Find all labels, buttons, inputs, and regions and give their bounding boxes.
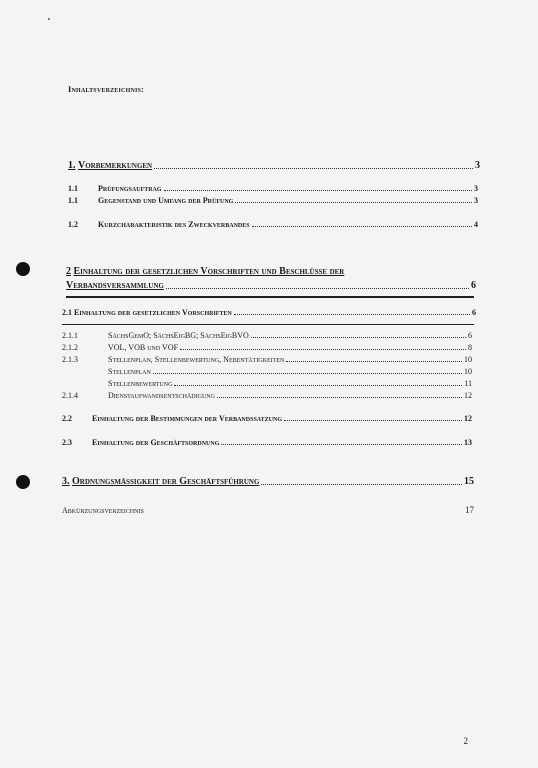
toc-title: Verbandsversammlung: [66, 280, 164, 291]
toc-entry-2-1-3a: [108, 367, 472, 376]
toc-page: 13: [464, 438, 472, 447]
toc-heading: Inhaltsverzeichnis:: [68, 84, 145, 94]
toc-page: 3: [474, 184, 478, 193]
toc-title: Einhaltung der Geschäftsordnung: [92, 438, 220, 447]
toc-leader: [164, 190, 472, 191]
toc-number: 2.1.2: [62, 343, 78, 352]
toc-leader: [221, 444, 462, 445]
toc-leader: [261, 484, 462, 485]
toc-number: 2.2: [62, 414, 72, 423]
toc-title: Abkürzungsverzeichnis: [62, 506, 144, 515]
toc-entry-1-2: [68, 220, 478, 229]
toc-entry-1-1b: [68, 196, 478, 205]
toc-leader: [174, 385, 462, 386]
toc-entry-1: [68, 160, 480, 171]
page-number: 2: [463, 736, 468, 746]
toc-entry-2-1-3: [62, 355, 472, 364]
toc-entry-2-1: [62, 308, 476, 317]
toc-leader: [252, 226, 472, 227]
toc-entry-2-line2: [66, 280, 476, 291]
toc-title: Stellenplan, Stellenbewertung, Nebentätigkeiten: [108, 355, 285, 364]
toc-number: 3.: [62, 476, 70, 487]
toc-title: Dienstaufwandsentschädigung: [108, 391, 215, 400]
toc-number: 1.1: [68, 184, 78, 193]
section-rule: [62, 324, 474, 325]
toc-entry-2-1-1: [62, 331, 472, 340]
toc-page: 4: [474, 220, 478, 229]
section-rule: [66, 296, 474, 298]
toc-title: Ordnungsmäßigkeit der Geschäftsführung: [72, 476, 260, 487]
toc-number: 2.1.4: [62, 391, 78, 400]
toc-leader: [251, 337, 466, 338]
toc-entry-3: [62, 476, 474, 487]
toc-page: 10: [464, 355, 472, 364]
toc-page: 6: [472, 308, 476, 317]
toc-number: 2.1.1: [62, 331, 78, 340]
toc-entry-2-line1: [66, 266, 468, 277]
toc-number: 1.: [68, 160, 76, 171]
toc-title: Einhaltung der Bestimmungen der Verbandssatzung: [92, 414, 282, 423]
toc-title: Einhaltung der gesetzlichen Vorschriften und Beschlüsse der: [73, 266, 345, 277]
toc-title: SächsGemO; SächsEigBG; SächsEigBVO: [108, 331, 249, 340]
punch-hole-mark: [16, 475, 30, 489]
toc-page: 6: [471, 280, 476, 291]
toc-page: 8: [468, 343, 472, 352]
toc-page: 15: [464, 476, 474, 487]
toc-leader: [154, 168, 473, 169]
toc-entry-1-1a: [68, 184, 478, 193]
toc-number: 1.1: [68, 196, 78, 205]
toc-page: 3: [474, 196, 478, 205]
toc-leader: [284, 420, 462, 421]
toc-page: 11: [464, 379, 472, 388]
toc-leader: [286, 361, 462, 362]
toc-title: Stellenplan: [108, 367, 151, 376]
toc-leader: [217, 397, 462, 398]
toc-page: 10: [464, 367, 472, 376]
toc-leader: [180, 349, 466, 350]
toc-entry-2-1-2: [62, 343, 472, 352]
toc-number: 2.1.3: [62, 355, 78, 364]
toc-leader: [166, 288, 469, 289]
toc-page: 12: [464, 391, 472, 400]
toc-entry-2-2: [62, 414, 472, 423]
toc-entry-2-1-4: [62, 391, 472, 400]
toc-title: Prüfungsauftrag: [98, 184, 162, 193]
toc-number: 2.1: [62, 308, 72, 317]
toc-page: 12: [464, 414, 472, 423]
toc-title: Kurzcharakteristik des Zweckverbandes: [98, 220, 250, 229]
toc-title: Stellenbewertung: [108, 379, 173, 388]
toc-leader: [153, 373, 462, 374]
toc-page: 17: [465, 505, 474, 515]
toc-title: VOL, VOB und VOF: [108, 343, 179, 352]
toc-entry-abbr: [62, 505, 474, 515]
toc-entry-2-1-3b: [108, 379, 472, 388]
toc-leader: [235, 202, 472, 203]
toc-title: Einhaltung der gesetzlichen Vorschriften: [74, 308, 232, 317]
toc-title: Gegenstand und Umfang der Prüfung: [98, 196, 234, 205]
toc-number: 2.3: [62, 438, 72, 447]
scan-speck: [48, 18, 50, 20]
toc-number: 1.2: [68, 220, 78, 229]
toc-entry-2-3: [62, 438, 472, 447]
toc-title: Vorbemerkungen: [78, 160, 153, 171]
toc-page: 6: [468, 331, 472, 340]
toc-leader: [234, 314, 470, 315]
toc-number: 2: [66, 266, 71, 277]
punch-hole-mark: [16, 262, 30, 276]
toc-page: 3: [475, 160, 480, 171]
